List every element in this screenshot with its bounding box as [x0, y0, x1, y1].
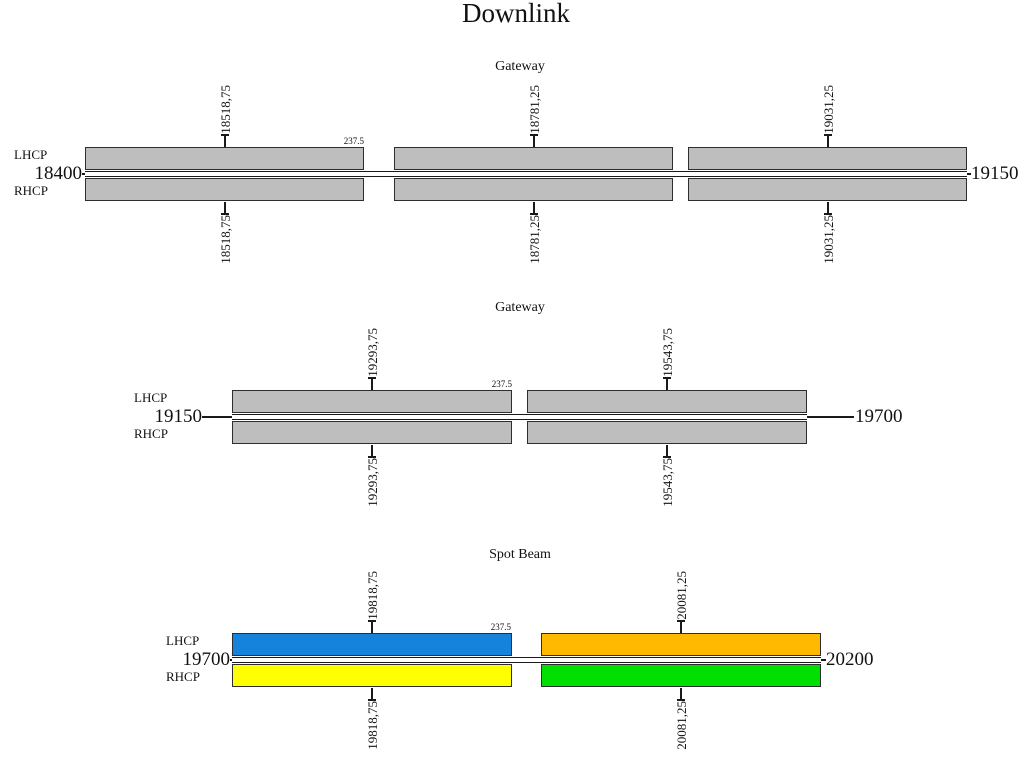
channel-frequency-label: 19543,75	[659, 328, 675, 377]
channel-frequency-label: 19031,25	[820, 85, 836, 134]
band3-bandwidth-label: 237.5	[490, 622, 511, 632]
band3-end-frequency: 20200	[826, 649, 874, 670]
band1-ch1-bottom-label	[190, 202, 260, 274]
band3-ch2-bottom-label	[646, 688, 716, 760]
channel-frequency-label: 18781,25	[526, 85, 542, 134]
band2-end-frequency: 19700	[855, 406, 903, 427]
tick-mark	[680, 688, 682, 699]
band2-ch2-top-label	[632, 318, 702, 390]
band2-axis-double-line	[232, 414, 807, 420]
band2-start-frequency: 19150	[154, 406, 202, 427]
channel-frequency-label: 19543,75	[659, 458, 675, 507]
band1-ch1-top-label	[190, 75, 260, 147]
band1-ch3-top-label	[793, 75, 863, 147]
channel-frequency-label: 18518,75	[217, 215, 233, 264]
channel-frequency-label: 20081,25	[673, 701, 689, 750]
tick-mark	[371, 445, 373, 456]
band1-ch3-lhcp-bar	[688, 147, 967, 170]
band2-ch2-lhcp-bar	[527, 390, 807, 413]
tick-mark	[666, 445, 668, 456]
tick-mark	[680, 622, 682, 633]
band3-start-frequency: 19700	[182, 649, 230, 670]
channel-frequency-label: 19031,25	[820, 215, 836, 264]
tick-mark	[224, 202, 226, 213]
band2-title: Gateway	[495, 300, 545, 315]
diagram-title: Downlink	[462, 0, 570, 28]
band2-ch1-lhcp-bar	[232, 390, 512, 413]
band1-bandwidth-label: 237.5	[343, 136, 364, 146]
tick-mark	[371, 622, 373, 633]
band2-ch1-bottom-label	[337, 445, 407, 517]
band1-ch2-rhcp-bar	[394, 178, 673, 201]
band3-title: Spot Beam	[489, 547, 551, 562]
band3-ch1-lhcp-bar	[232, 633, 512, 656]
band1-start-frequency: 18400	[34, 163, 82, 184]
channel-frequency-label: 18781,25	[526, 215, 542, 264]
band2-ch1-rhcp-bar	[232, 421, 512, 444]
tick-mark	[533, 202, 535, 213]
band3-rhcp-label: RHCP	[166, 669, 200, 684]
band3-ch1-bottom-label	[337, 688, 407, 760]
band2-ch1-top-label	[337, 318, 407, 390]
tick-mark	[827, 136, 829, 147]
channel-frequency-label: 19818,75	[364, 571, 380, 620]
band3-ch2-lhcp-bar	[541, 633, 821, 656]
tick-mark	[666, 379, 668, 390]
band3-ch2-top-label	[646, 561, 716, 633]
band1-lhcp-label: LHCP	[14, 147, 48, 162]
band1-ch2-top-label	[499, 75, 569, 147]
band1-ch1-lhcp-bar	[85, 147, 364, 170]
band3-lhcp-label: LHCP	[166, 633, 200, 648]
band2-bandwidth-label: 237.5	[491, 379, 512, 389]
band1-ch2-bottom-label	[499, 202, 569, 274]
tick-mark	[533, 136, 535, 147]
channel-frequency-label: 20081,25	[673, 571, 689, 620]
band2-ch2-rhcp-bar	[527, 421, 807, 444]
channel-frequency-label: 19818,75	[364, 701, 380, 750]
band1-ch3-bottom-label	[793, 202, 863, 274]
band3-ch2-rhcp-bar	[541, 664, 821, 687]
band1-rhcp-label: RHCP	[14, 183, 48, 198]
band3-axis-double-line	[232, 657, 821, 663]
band3-ch1-top-label	[337, 561, 407, 633]
band1-ch1-rhcp-bar	[85, 178, 364, 201]
band3-ch1-rhcp-bar	[232, 664, 512, 687]
channel-frequency-label: 19293,75	[364, 458, 380, 507]
tick-mark	[224, 136, 226, 147]
channel-frequency-label: 19293,75	[364, 328, 380, 377]
channel-frequency-label: 18518,75	[217, 85, 233, 134]
tick-mark	[827, 202, 829, 213]
band1-end-frequency: 19150	[971, 163, 1019, 184]
tick-mark	[371, 379, 373, 390]
band2-rhcp-label: RHCP	[134, 426, 168, 441]
tick-mark	[371, 688, 373, 699]
band2-ch2-bottom-label	[632, 445, 702, 517]
band1-axis-double-line	[85, 171, 967, 177]
band2-lhcp-label: LHCP	[134, 390, 168, 405]
band1-ch3-rhcp-bar	[688, 178, 967, 201]
band1-ch2-lhcp-bar	[394, 147, 673, 170]
band1-title: Gateway	[495, 59, 545, 74]
